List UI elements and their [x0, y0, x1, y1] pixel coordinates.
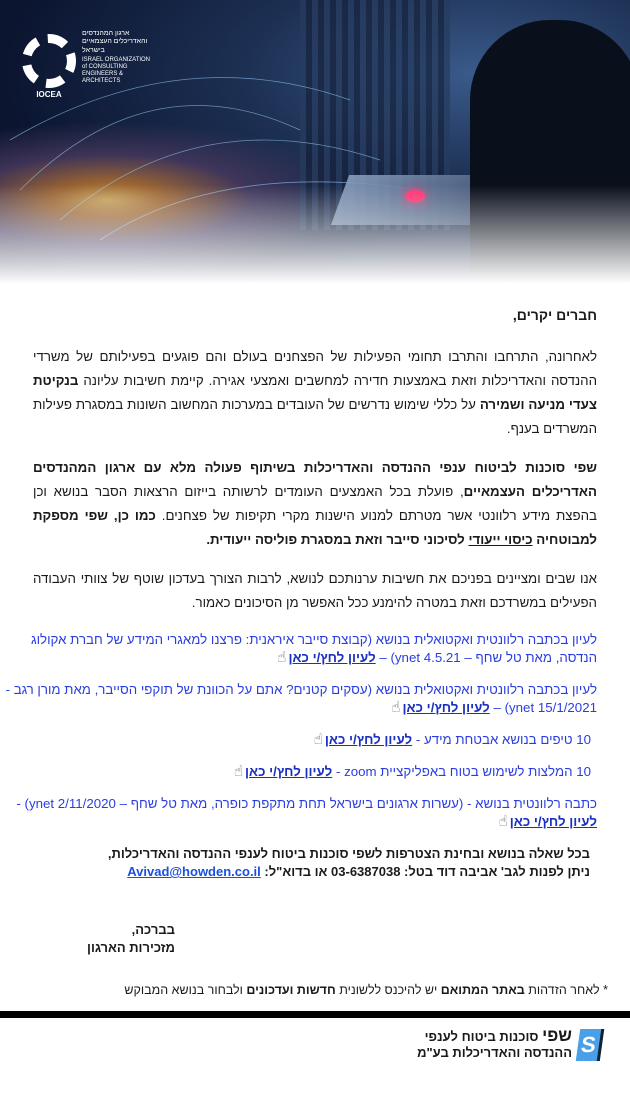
logo-hebrew: ארגון המהנדסים והאדריכלים העצמאיים בישראל [82, 30, 148, 54]
signature: בברכה, מזכירות הארגון [87, 922, 175, 955]
article-link[interactable]: לעיון לחץ/י כאן [402, 700, 490, 715]
paragraph-awareness: אנו שבים ומציינים בפניכם את חשיבות ערנותכם לנושא, לרבות הצורך בעדכון שוטף של צוותי העבודה הפעילים במשרדכם וזאת במטרה להימנע ככל האפשר מן הסיכונים כאמור. [33, 571, 597, 610]
email-link[interactable]: Avivad@howden.co.il [127, 864, 261, 879]
article-link[interactable]: לעיון לחץ/י כאן [509, 814, 597, 829]
article-links [5, 631, 597, 831]
list-item: כתבה רלוונטית בנושא - (עשרות ארגונים בישראל תחת מתקפת כופרה, מאת טל שחף – ynet 2/11/2020) - לעיון לחץ/י כאן☝ [16, 796, 597, 830]
list-item: 10 המלצות לשימוש בטוח באפליקציית zoom - לעיון לחץ/י כאן☝ [233, 763, 591, 780]
paragraph-intro: לאחרונה, התרחבו והתרבו תחומי הפעילות של הפצחנים בעולם והם פוגעים בפעילותם של משרדי ההנדסה והאדריכלות וזאת באמצעות חדירה למחשבים ואמצעי אגירה. קיימת חשיבות עליונה בנקיטת צעדי מניעה ושמירה על כללי שימוש נדרשים של העובדים במערכות המחשוב השונות במסגרת פעילות המשרדים בענף. [33, 349, 597, 436]
divider [0, 1011, 630, 1018]
list-item: לעיון בכתבה רלוונטית ואקטואלית בנושא (עסקים קטנים? אתם על הכוונת של תוקפי הסייבר, מאת מורן רגב - ynet 15/1/2021) – לעיון לחץ/י כאן☝ [5, 682, 597, 716]
iocea-logo [22, 30, 152, 100]
brand-name: שפי [542, 1026, 572, 1045]
list-item: לעיון בכתבה רלוונטית ואקטואלית בנושא (קבוצת סייבר איראנית: פרצנו למאגרי המידע של חברת אקולוג הנדסה, מאת טל שחף – ynet 4.5.21) – לעיון לחץ/י כאן☝ [30, 632, 597, 666]
list-item: 10 טיפים בנושא אבטחת מידע - לעיון לחץ/י כאן☝ [313, 731, 591, 748]
shafi-footer-logo: S שפי סוכנות ביטוח לענפי ההנדסה והאדריכלות בע"מ [0, 1018, 630, 1071]
logo-english: ISRAEL ORGANIZATION of CONSULTING ENGINEERS & ARCHITECTS [82, 57, 151, 85]
article-link[interactable]: לעיון לחץ/י כאן [324, 732, 413, 747]
hand-pointer-icon: ☝ [313, 731, 323, 748]
hand-pointer-icon: ☝ [277, 649, 287, 666]
hand-pointer-icon: ☝ [391, 699, 401, 716]
logo-abbr: IOCEA [36, 90, 62, 99]
shafi-logo-icon: S [576, 1029, 604, 1061]
article-link[interactable]: לעיון לחץ/י כאן [245, 764, 333, 779]
paragraph-shafi: שפי סוכנות לביטוח ענפי ההנדסה והאדריכלות בשיתוף פעולה מלא עם ארגון המהנדסים האדריכלים העצמאיים, פועלת בכל האמצעים העומדים לרשותה בייזום הרצאות הסבר בנושא וכן בהפצת מידע רלוונטי אשר מטרתם למנוע הישנות מקרי תקיפות של פצחנים. כמו כן, שפי מספקת למבוטחיה כיסוי ייעודי לסיכוני סייבר וזאת במסגרת פוליסה ייעודית. [33, 460, 597, 547]
hand-pointer-icon: ☝ [498, 813, 508, 830]
article-link[interactable]: לעיון לחץ/י כאן [288, 650, 376, 665]
hero-banner [0, 0, 630, 295]
footnote: * לאחר הזדהות באתר המתואם יש להיכנס ללשונית חדשות ועדכונים ולבחור בנושא המבוקש [124, 983, 608, 997]
letter-body [0, 295, 630, 999]
greeting: חברים יקרים, [512, 307, 597, 323]
hand-pointer-icon: ☝ [233, 763, 243, 780]
logo-ring-icon [22, 34, 76, 88]
contact-info: בכל שאלה בנושא ובחינת הצטרפות לשפי סוכנות ביטוח לענפי ההנדסה והאדריכלות, ניתן לפנות לגב' אביבה דוד בטל: 03-6387038 או בדוא"ל: Avivad@howden.co.il [107, 846, 590, 879]
